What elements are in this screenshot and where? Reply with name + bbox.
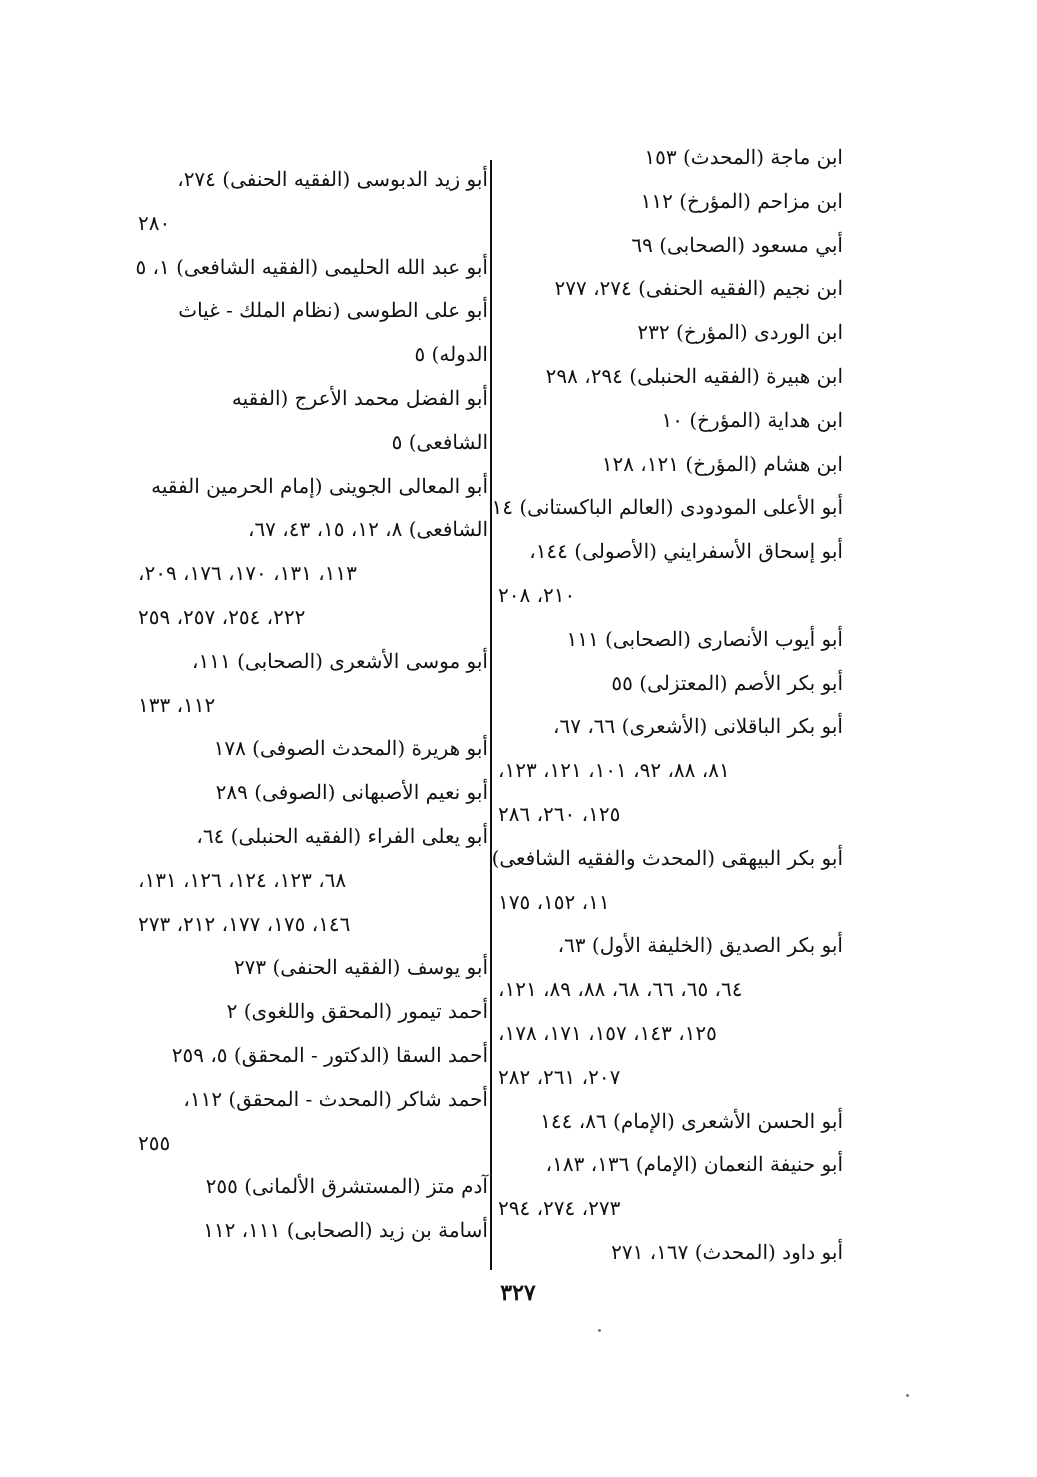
index-entry: أحمد شاكر (المحدث - المحقق) ١١٢، xyxy=(183,1086,488,1111)
index-entry-continuation: ١٢٥، ٢٦٠، ٢٨٦ xyxy=(498,801,621,826)
index-entry: أبو حنيفة النعمان (الإمام) ١٣٦، ١٨٣، xyxy=(545,1152,843,1177)
index-entry-continuation: ٨١، ٨٨، ٩٢، ١٠١، ١٢١، ١٢٣، xyxy=(498,758,730,783)
index-entry-continuation: ٢٢٢، ٢٥٤، ٢٥٧، ٢٥٩ xyxy=(138,604,306,629)
index-entry: ابن مزاحم (المؤرخ) ١١٢ xyxy=(640,188,843,213)
index-entry: أبو الأعلى المودودى (العالم الباكستانى) ١٤ xyxy=(491,495,843,520)
right-index-column xyxy=(491,136,843,1275)
index-entry-continuation: ٦٤، ٦٥، ٦٦، ٦٨، ٨٨، ٨٩، ١٢١، xyxy=(498,977,743,1002)
index-entry: أسامة بن زيد (الصحابى) ١١١، ١١٢ xyxy=(203,1218,488,1243)
index-entry: أبو بكر الباقلانى (الأشعرى) ٦٦، ٦٧، xyxy=(553,714,843,739)
index-entry: أبو داود (المحدث) ١٦٧، ٢٧١ xyxy=(611,1239,843,1264)
column-divider xyxy=(490,160,492,1270)
index-entry-continuation: ٦٨، ١٢٣، ١٢٤، ١٢٦، ١٣١، xyxy=(138,867,347,892)
index-entry: أبو المعالى الجوينى (إمام الحرمين الفقيه xyxy=(151,473,488,498)
index-entry: أحمد تيمور (المحقق واللغوى) ٢ xyxy=(226,999,488,1024)
index-entry-continuation: ٢١٠، ٢٠٨ xyxy=(498,582,576,607)
index-entry: أبو زيد الدبوسى (الفقيه الحنفى) ٢٧٤، xyxy=(177,167,488,191)
index-entry: أبو بكر الصديق (الخليفة الأول) ٦٣، xyxy=(557,933,843,958)
index-entry: أبو عبد الله الحليمى (الفقيه الشافعى) ١، ٥ xyxy=(135,254,488,279)
index-entry: أبو على الطوسى (نظام الملك - غياث xyxy=(178,298,488,323)
left-index-column xyxy=(135,158,488,1253)
index-entry: ابن هبيرة (الفقيه الحنبلى) ٢٩٤، ٢٩٨ xyxy=(545,363,843,388)
index-entry-continuation: ١١٢، ١٣٣ xyxy=(138,692,216,717)
index-entry-continuation: ١١، ١٥٢، ١٧٥ xyxy=(498,889,610,914)
index-entry: أبو هريرة (المحدث الصوفى) ١٧٨ xyxy=(213,736,488,761)
index-entry: ابن هداية (المؤرخ) ١٠ xyxy=(661,407,843,432)
index-entry-continuation: ٢٧٣، ٢٧٤، ٢٩٤ xyxy=(498,1196,621,1221)
page-number: ٣٢٧ xyxy=(500,1280,536,1306)
index-entry: أبو أيوب الأنصارى (الصحابى) ١١١ xyxy=(566,626,843,651)
index-entry: أبو نعيم الأصبهانى (الصوفى) ٢٨٩ xyxy=(215,780,488,805)
index-entry-continuation: ٢٠٧، ٢٦١، ٢٨٢ xyxy=(498,1064,621,1089)
index-entry: أبو يعلى الفراء (الفقيه الحنبلى) ٦٤، xyxy=(196,823,488,848)
index-entry: أبو بكر البيهقى (المحدث والفقيه الشافعى) xyxy=(491,845,843,870)
index-entry: ابن هشام (المؤرخ) ١٢١، ١٢٨ xyxy=(601,451,843,476)
index-entry: أبو الحسن الأشعرى (الإمام) ٨٦، ١٤٤ xyxy=(540,1108,843,1133)
scan-speck xyxy=(906,1394,909,1397)
index-entry: آدم متز (المستشرق الألمانى) ٢٥٥ xyxy=(205,1174,488,1199)
index-entry-continuation: الشافعى) ٥ xyxy=(391,429,488,454)
index-entry: أبو الفضل محمد الأعرج (الفقيه xyxy=(231,385,488,410)
index-entry: أبو يوسف (الفقيه الحنفى) ٢٧٣ xyxy=(233,955,488,980)
index-entry-continuation: ١٤٦، ١٧٥، ١٧٧، ٢١٢، ٢٧٣ xyxy=(138,911,351,936)
index-entry: أبي مسعود (الصحابى) ٦٩ xyxy=(631,232,843,257)
index-entry-continuation: ١٢٥، ١٤٣، ١٥٧، ١٧١، ١٧٨، xyxy=(498,1020,717,1045)
index-entry: ابن ماجة (المحدث) ١٥٣ xyxy=(644,145,843,169)
index-entry: أبو إسحاق الأسفرايني (الأصولى) ١٤٤، xyxy=(529,539,843,564)
index-entry: أحمد السقا (الدكتور - المحقق) ٥، ٢٥٩ xyxy=(171,1042,488,1067)
index-entry-continuation: ١١٣، ١٣١، ١٧٠، ١٧٦، ٢٠٩، xyxy=(138,561,357,586)
index-entry: ابن نجيم (الفقيه الحنفى) ٢٧٤، ٢٧٧ xyxy=(554,276,843,301)
index-entry-continuation: ٢٨٠ xyxy=(138,210,171,235)
index-entry: أبو بكر الأصم (المعتزلى) ٥٥ xyxy=(611,670,843,695)
index-entry: أبو موسى الأشعرى (الصحابى) ١١١، xyxy=(192,648,488,673)
index-entry-continuation: ٢٥٥ xyxy=(138,1130,171,1155)
scan-speck xyxy=(598,1329,601,1332)
index-entry-continuation: الدوله) ٥ xyxy=(414,342,488,367)
index-entry-continuation: الشافعى) ٨، ١٢، ١٥، ٤٣، ٦٧، xyxy=(247,517,488,542)
index-entry: ابن الوردى (المؤرخ) ٢٣٢ xyxy=(637,320,843,345)
